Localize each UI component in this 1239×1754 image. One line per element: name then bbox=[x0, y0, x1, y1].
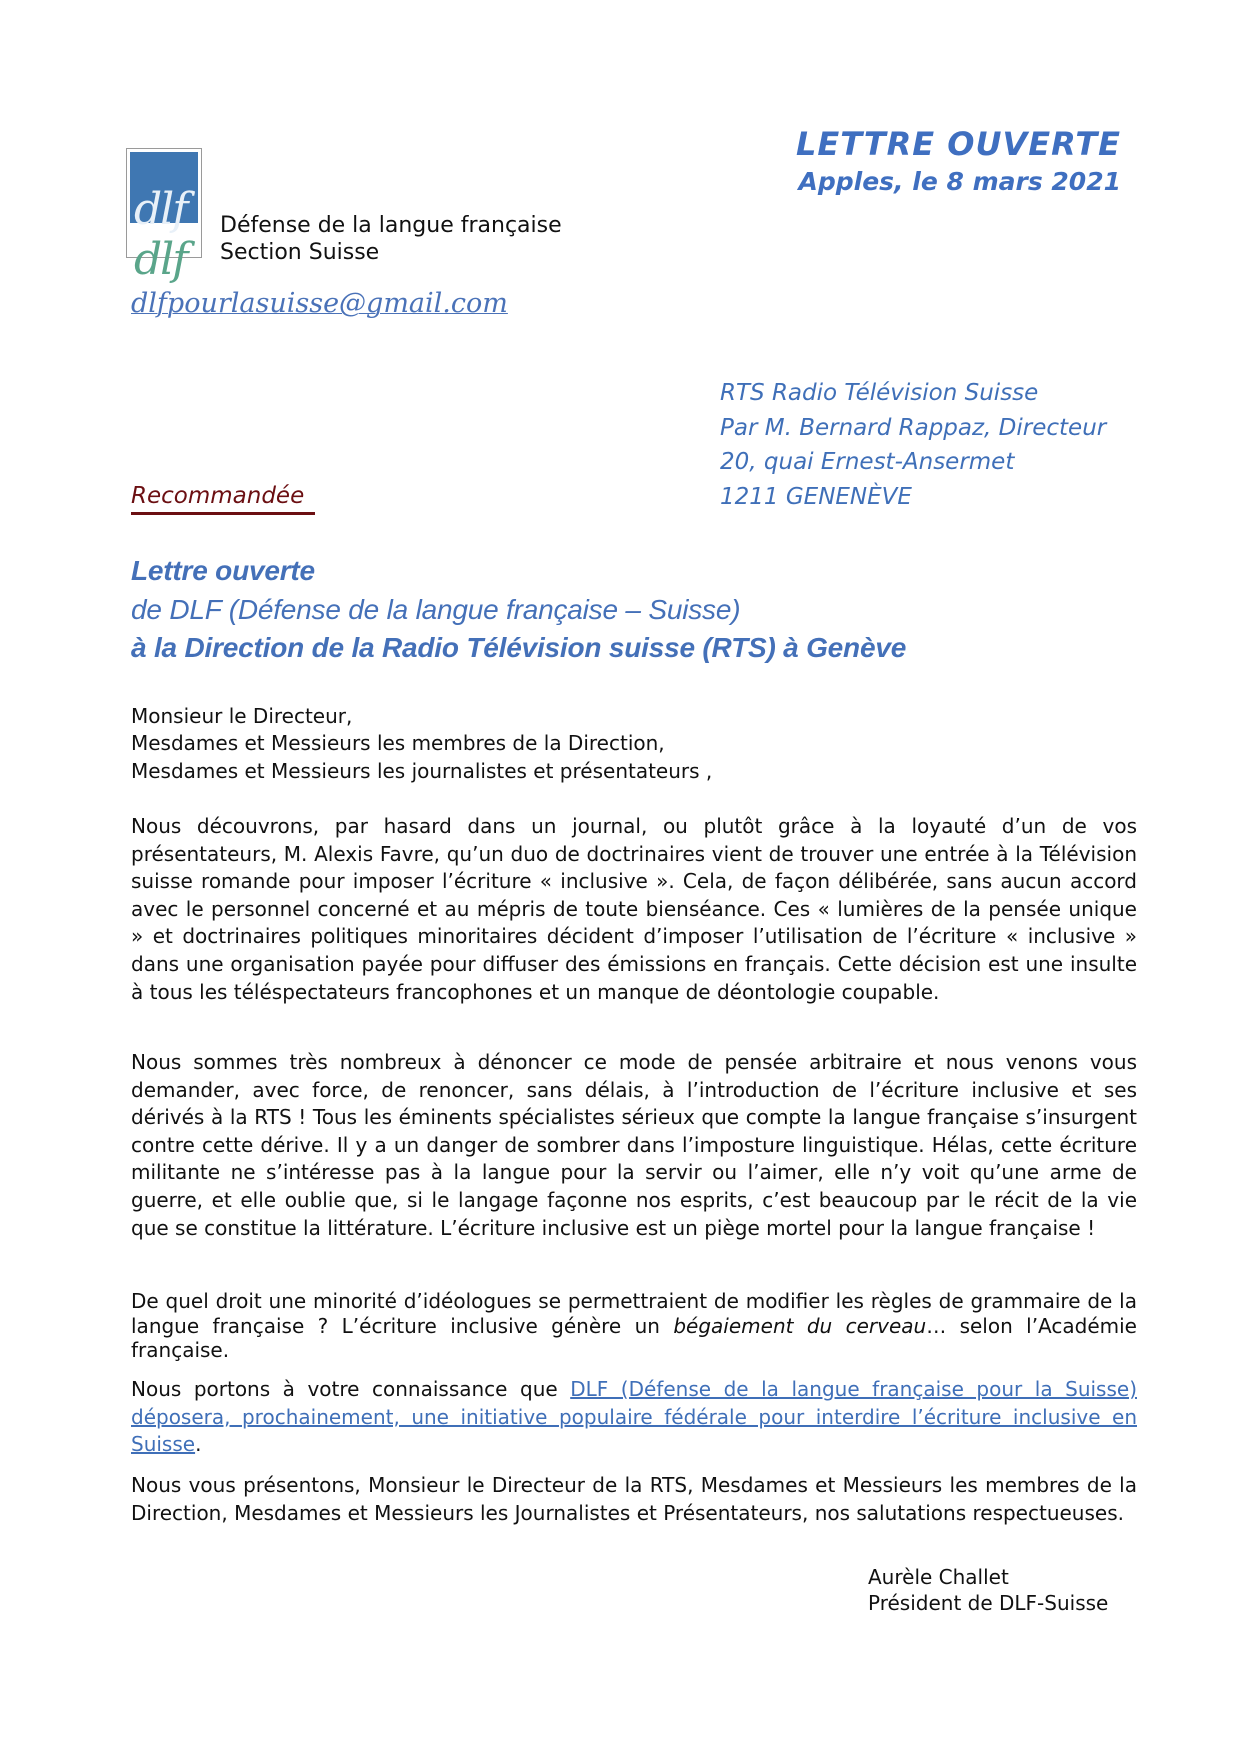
recipient-address bbox=[720, 376, 1106, 514]
salutation bbox=[131, 703, 712, 785]
delivery-mode-underline bbox=[131, 512, 315, 515]
email-link[interactable]: dlfpourlasuisse@gmail.com bbox=[131, 288, 508, 319]
logo-text-bottom: dlf bbox=[134, 233, 187, 285]
paragraph-5 bbox=[131, 1472, 1137, 1527]
text-run: Nous portons à votre connaissance que bbox=[131, 1377, 571, 1401]
recipient-line: 1211 GENENÈVE bbox=[720, 483, 912, 510]
logo-text-top: dlf bbox=[134, 184, 187, 235]
subject-line-1: Lettre ouverte bbox=[131, 555, 315, 586]
paragraph-3 bbox=[131, 1289, 1137, 1363]
org-block bbox=[220, 212, 562, 266]
salutation-line: Mesdames et Messieurs les journalistes et présentateurs , bbox=[131, 758, 713, 783]
paragraph-text: Nous sommes très nombreux à dénoncer ce mode de pensée arbitraire et nous venons vous demander, avec force, de renoncer, sans délais, à l’introduction de l’écriture inclusive et ses dérivés à la RTS ! Tous les éminents spécialistes sérieux que compte la langue française s’insurgent contre cette dérive. Il y a un danger de sombrer dans l’imposture linguistique. Hélas, cette écriture militante ne s’intéresse pas à la langue pour la servir ou l’aimer, elle n’y voit qu’une arme de guerre, et elle oublie que, si le langage façonne nos esprits, c’est beaucoup par le récit de la vie que se constitue la littérature. L’écriture inclusive est un piège mortel pour la langue française ! bbox=[131, 1050, 1137, 1240]
org-name: Défense de la langue française bbox=[220, 213, 562, 238]
subject-line-2: de DLF (Défense de la langue française – Suisse) bbox=[131, 593, 741, 625]
paragraph-2 bbox=[131, 1049, 1137, 1242]
text-run: . bbox=[195, 1432, 202, 1457]
subject-line-3: à la Direction de la Radio Télévision suisse (RTS) à Genève bbox=[131, 632, 907, 663]
letter-header bbox=[796, 124, 1121, 200]
signature-title: Président de DLF-Suisse bbox=[868, 1591, 1109, 1615]
paragraph-text bbox=[131, 1289, 1137, 1363]
place-date: Apples, le 8 mars 2021 bbox=[798, 167, 1121, 196]
subject-block bbox=[131, 552, 906, 668]
initiative-link[interactable]: DLF (Défense de la langue française pour la Suisse) déposera, prochainement, une initiative populaire fédérale pour interdire l’écriture inclusive en Suisse bbox=[131, 1377, 1137, 1457]
recipient-line: RTS Radio Télévision Suisse bbox=[720, 380, 1039, 406]
salutation-line: Monsieur le Directeur, bbox=[131, 704, 353, 728]
recipient-line: 20, quai Ernest-Ansermet bbox=[720, 449, 1015, 476]
paragraph-text: Nous vous présentons, Monsieur le Directeur de la RTS, Mesdames et Messieurs les membres de la Direction, Mesdames et Messieurs les Journalistes et Présentateurs, nos salutations respectueuses. bbox=[131, 1473, 1137, 1525]
paragraph-text: Nous découvrons, par hasard dans un journal, ou plutôt grâce à la loyauté d’un de vos présentateurs, M. Alexis Favre, qu’un duo de doctrinaires vient de trouver une entrée à la Télévision suisse romande pour imposer l’écriture « inclusive ». Cela, de façon délibérée, sans aucun accord avec le personnel concerné et au mépris de toute bienséance. Ces « lumières de la pensée unique » et doctrinaires politiques minoritaires décident d’imposer l’utilisation de l’écriture « inclusive » dans une organisation payée pour diffuser des émissions en français. Cette décision est une insulte à tous les téléspectateurs francophones et un manque de déontologie coupable. bbox=[131, 814, 1137, 1004]
recipient-line: Par M. Bernard Rappaz, Directeur bbox=[720, 414, 1107, 441]
italic-quote: bégaiement du cerveau bbox=[673, 1313, 927, 1338]
signature bbox=[868, 1564, 1108, 1616]
paragraph-text bbox=[131, 1376, 1137, 1459]
salutation-line: Mesdames et Messieurs les membres de la Direction, bbox=[131, 731, 665, 756]
paragraph-4 bbox=[131, 1376, 1137, 1459]
paragraph-1 bbox=[131, 813, 1137, 1006]
org-section: Section Suisse bbox=[220, 240, 380, 265]
text-run: De quel droit une minorité d’idéologues se permettraient de modifier les règles de grammaire de la langue française ? L’écriture inclusive génère un bbox=[131, 1289, 1137, 1338]
delivery-mode: Recommandée bbox=[131, 483, 305, 509]
text-run: … selon l’Académie française. bbox=[131, 1313, 1137, 1362]
doc-type-title: LETTRE OUVERTE bbox=[796, 125, 1121, 163]
dlf-logo bbox=[126, 148, 202, 285]
signature-name: Aurèle Challet bbox=[868, 1565, 1009, 1589]
